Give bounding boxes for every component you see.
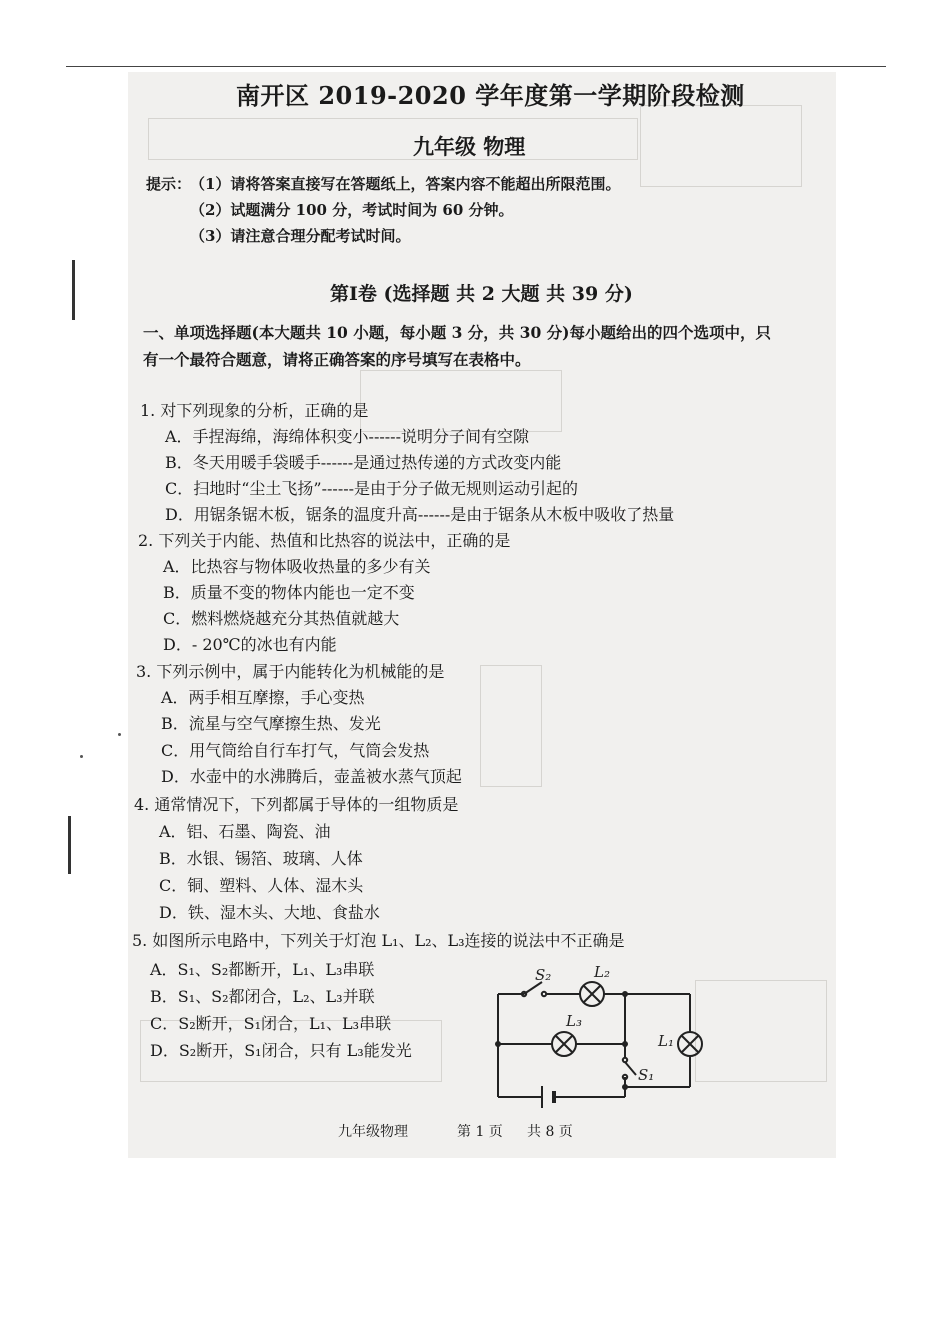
question-stem: 5. 如图所示电路中，下列关于灯泡 L₁、L₂、L₃连接的说法中不正确是 — [132, 931, 625, 950]
question-stem: 4. 通常情况下，下列都属于导体的一组物质是 — [134, 795, 459, 814]
top-rule — [66, 66, 886, 67]
option: B．S₁、S₂都闭合，L₂、L₃并联 — [150, 987, 375, 1006]
exam-title: 南开区 2019-2020 学年度第一学期阶段检测 — [236, 81, 745, 110]
option: A．S₁、S₂都断开，L₁、L₃串联 — [150, 960, 375, 979]
bleed-through-box — [480, 665, 542, 787]
option: A．手捏海绵，海绵体积变小------说明分子间有空隙 — [165, 427, 529, 446]
option: D．- 20℃的冰也有内能 — [163, 635, 337, 654]
label-s1: S₁ — [638, 1066, 655, 1084]
scan-dot — [118, 733, 121, 736]
tips-label: 提示： — [146, 175, 192, 193]
bleed-through-box — [148, 118, 638, 160]
option: C．铜、塑料、人体、湿木头 — [159, 876, 364, 895]
option: D．水壶中的水沸腾后，壶盖被水蒸气顶起 — [161, 767, 462, 786]
circuit-diagram — [480, 962, 720, 1114]
option: C．燃料燃烧越充分其热值就越大 — [163, 609, 400, 628]
tip-item: （1）请将答案直接写在答题纸上，答案内容不能超出所限范围。 — [190, 175, 621, 193]
option: B．水银、锡箔、玻璃、人体 — [159, 849, 363, 868]
scan-dot — [80, 755, 83, 758]
scan-mark — [68, 816, 71, 874]
question-stem: 3. 下列示例中，属于内能转化为机械能的是 — [136, 662, 445, 681]
label-l2: L₂ — [594, 963, 610, 981]
footer-page: 第 1 页 — [457, 1124, 503, 1140]
option: B．质量不变的物体内能也一定不变 — [163, 583, 415, 602]
scan-mark — [72, 260, 75, 320]
question-stem: 1. 对下列现象的分析，正确的是 — [140, 401, 369, 420]
option: A．比热容与物体吸收热量的多少有关 — [163, 557, 431, 576]
option: B．流星与空气摩擦生热、发光 — [161, 714, 381, 733]
section-heading: 有一个最符合题意，请将正确答案的序号填写在表格中。 — [143, 350, 531, 369]
bleed-through-box — [640, 105, 802, 187]
question-stem: 2. 下列关于内能、热值和比热容的说法中，正确的是 — [138, 531, 511, 550]
bleed-through-box — [360, 370, 562, 432]
option: D．铁、湿木头、大地、食盐水 — [159, 903, 380, 922]
part-title: 第Ⅰ卷 (选择题 共 2 大题 共 39 分) — [330, 283, 633, 305]
option: C．用气筒给自行车打气，气筒会发热 — [161, 741, 430, 760]
label-l1: L₁ — [658, 1032, 674, 1050]
label-l3: L₃ — [566, 1012, 582, 1030]
footer-total: 共 8 页 — [527, 1124, 573, 1140]
option: A．两手相互摩擦，手心变热 — [161, 688, 365, 707]
option: A．铝、石墨、陶瓷、油 — [159, 822, 331, 841]
option: D．S₂断开，S₁闭合，只有 L₃能发光 — [150, 1041, 412, 1060]
section-heading: 一、单项选择题(本大题共 10 小题，每小题 3 分，共 30 分)每小题给出的四个选项中，只 — [143, 323, 771, 342]
exam-subtitle: 九年级 物理 — [413, 134, 526, 159]
option: C．扫地时“尘土飞扬”------是由于分子做无规则运动引起的 — [165, 479, 579, 498]
tip-item: （2）试题满分 100 分，考试时间为 60 分钟。 — [190, 201, 514, 219]
footer-subject: 九年级物理 — [338, 1124, 408, 1140]
tip-item: （3）请注意合理分配考试时间。 — [190, 227, 411, 245]
option: B．冬天用暖手袋暖手------是通过热传递的方式改变内能 — [165, 453, 562, 472]
label-s2: S₂ — [535, 966, 552, 984]
option: D．用锯条锯木板，锯条的温度升高------是由于锯条从木板中吸收了热量 — [165, 505, 675, 524]
option: C．S₂断开，S₁闭合，L₁、L₃串联 — [150, 1014, 392, 1033]
